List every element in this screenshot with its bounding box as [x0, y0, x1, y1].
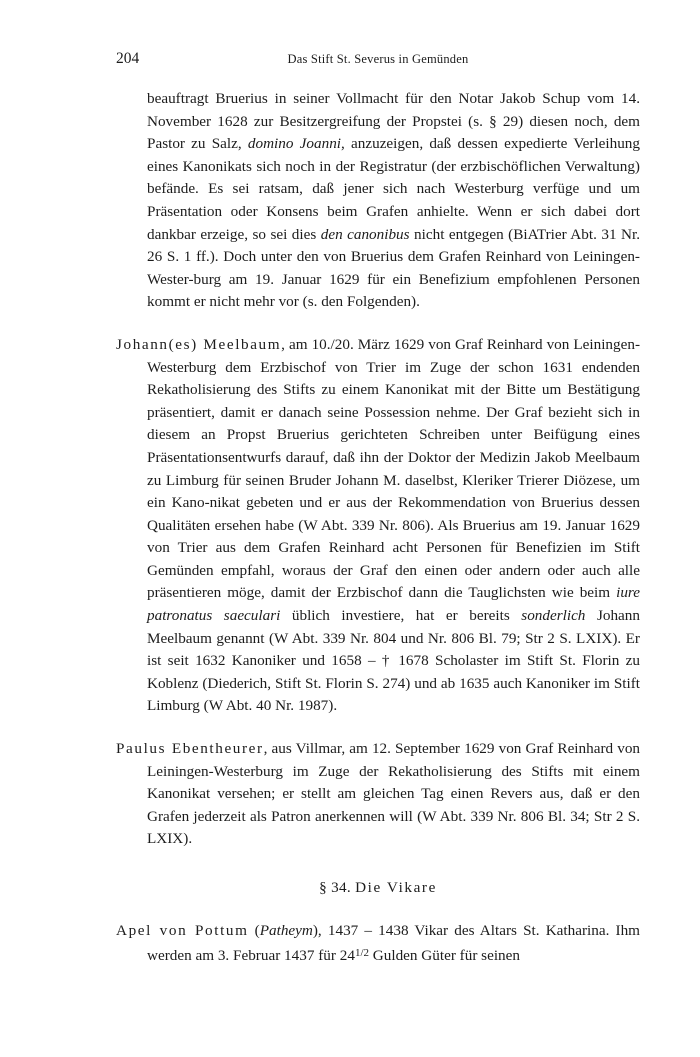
- person-name: Johann(es) Meelbaum: [116, 335, 282, 353]
- italic-term: sonderlich: [521, 607, 586, 625]
- italic-term: domino Joanni: [247, 135, 342, 153]
- entry-continuation: [116, 88, 640, 314]
- entry-paulus-ebentheurer: [116, 738, 640, 851]
- italic-term: Patheym: [259, 921, 313, 939]
- page-header: [116, 50, 640, 70]
- section-heading: [116, 877, 640, 900]
- page-body: [116, 88, 640, 968]
- text-run: , anzuzeigen, daß dessen expedierte Verleihung eines Kanonikats sich noch in der Registratur (der erzbischöflichen Verwaltung) befände. Es sei ratsam, daß jener sich nach Westerburg verfüge und um Präsentation oder Konsens beim Grafen anhielte. Wenn er sich dabei dort dankbar erzeige, so sei dies: [147, 135, 640, 243]
- entry-apel-von-pottum: [116, 920, 640, 968]
- italic-term: den canonibus: [320, 225, 410, 243]
- page-number: 204: [116, 50, 140, 67]
- text-run: beauftragt Bruerius in seiner Vollmacht für den Notar Jakob Schup vom 14. November 1628 zur Besitzergreifung der Propstei (s. § 29) diesen noch, dem Pastor zu Salz,: [147, 90, 640, 153]
- italic-term: iure patronatus saeculari: [147, 584, 640, 625]
- text-run: (: [248, 921, 260, 939]
- text-run: , aus Villmar, am 12. September 1629 von Graf Reinhard von Leiningen-Westerburg im Zuge der Rekatholisierung des Stifts mit einem Kanonikat versehen; er stellt am gleichen Tag einen Revers aus, daß er den Grafen jederzeit als Patron anerkennen will (W Abt. 339 Nr. 806 Bl. 34; Str 2 S. LXIX).: [147, 740, 641, 848]
- running-title: Das Stift St. Severus in Gemünden: [287, 52, 469, 66]
- section-title: Die Vikare: [355, 879, 437, 896]
- section-number: § 34.: [319, 879, 351, 896]
- text-run: üblich investiere, hat er bereits: [280, 607, 522, 625]
- text-run: , am 10./20. März 1629 von Graf Reinhard von Leiningen-Westerburg dem Erzbischof von Trier im Zuge der schon 1631 endenden Rekatholisierung des Stifts zu einem Kanonikat mit der Bitte um Bestätigung präsentiert, damit er danach seine Possession nehme. Der Graf bezieht sich in diesem an Propst Bruerius gerichteten Schreiben unter Beifügung eines Präsentationsentwurfs darauf, daß ihn der Doktor der Medizin Jakob Meelbaum zu Limburg für seinen Bruder Johann M. daselbst, Kleriker Trierer Diözese, um ein Kano-nikat gebeten und er aus der Rekommendation von Bruerius dessen Qualitäten ersehen habe (W Abt. 339 Nr. 806). Als Bruerius am 19. Januar 1629 von Trier aus dem Grafen Reinhard acht Personen für Benefizien im Stift Gemünden empfahl, woraus der Graf den einen oder andern oder auch alle präsentieren möge, damit der Erzbischof dann die Tauglichsten wie beim: [147, 335, 641, 602]
- fraction: 1/2: [354, 947, 369, 960]
- text-run: Johann Meelbaum genannt (W Abt. 339 Nr. 804 und Nr. 806 Bl. 79; Str 2 S. LXIX). Er ist seit 1632 Kanoniker und 1658 – † 1678 Scholaster im Stift St. Florin zu Koblenz (Diederich, Stift St. Florin S. 274) und ab 1635 auch Kanoniker im Stift Limburg (W Abt. 40 Nr. 1987).: [147, 607, 640, 715]
- text-run: Gulden Güter für seinen: [369, 947, 520, 965]
- text-run: ), 1437 – 1438 Vikar des Altars St. Katharina. Ihm werden am 3. Februar 1437 für 24: [147, 921, 640, 965]
- entry-johann-meelbaum: [116, 334, 640, 718]
- person-name: Paulus Ebentheurer: [116, 740, 264, 758]
- person-name: Apel von Pottum: [116, 921, 249, 939]
- text-run: nicht entgegen (BiATrier Abt. 31 Nr. 26 S. 1 ff.). Doch unter den von Bruerius dem Grafen Reinhard von Leiningen-Wester-burg am 19. Januar 1629 für ein Benefizium empfohlenen Personen kommt er nicht mehr vor (s. den Folgenden).: [147, 225, 640, 311]
